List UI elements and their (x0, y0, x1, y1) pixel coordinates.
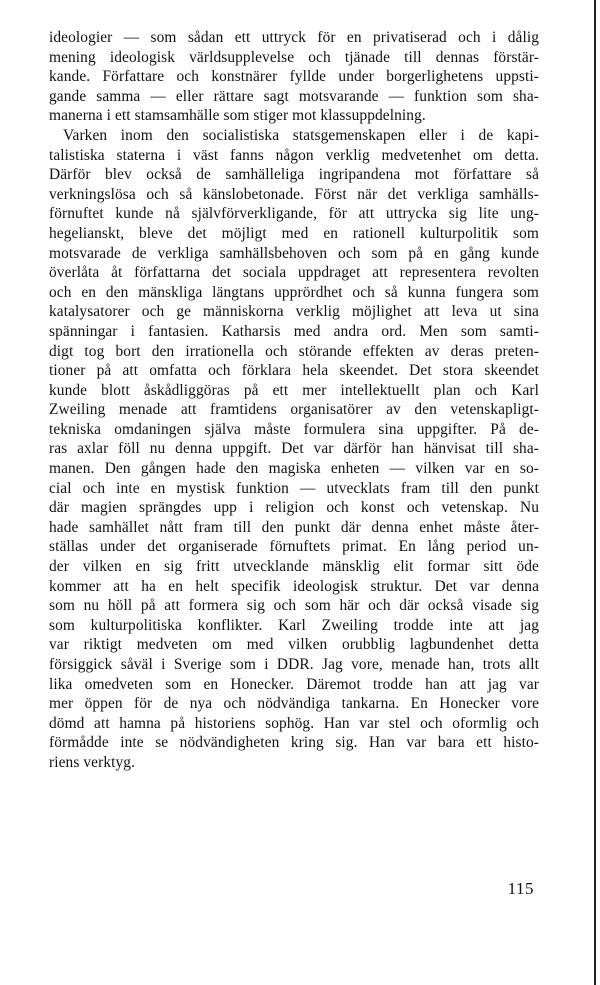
text-line: som nu höll på att formera sig och som här och där också visade sig (49, 597, 539, 615)
text-line: försiggick såväl i Sverige som i DDR. Jag vore, menade han, trots allt (49, 656, 539, 673)
text-line: förmådde inte se nödvändigheten kring sig. Han var bara ett histo- (49, 734, 539, 752)
text-line: talistiska staterna i väst fanns någon verklig medvetenhet om detta. (49, 146, 539, 164)
text-line: Därför blev också de samhälleliga ingripandena mot författare så (49, 166, 539, 184)
page-edge-line (594, 0, 596, 985)
text-line: hegelianskt, bleve det möjligt med en rationell kulturpolitik som (49, 224, 539, 242)
text-line: kande. Författare och konstnärer fyllde under borgerlighetens uppsti- (49, 68, 539, 86)
text-line: överlåta åt författarna det sociala uppdraget att representera revolten (49, 264, 539, 282)
text-line: lika omedveten som en Honecker. Däremot trodde han att jag var (49, 675, 539, 693)
text-line: spänningar i fantasien. Katharsis med andra ord. Men som samti- (49, 322, 539, 340)
text-line: riens verktyg. (49, 753, 136, 771)
text-line: och en den mänskliga längtans upprördhet och så kunna fungera som (49, 283, 539, 301)
text-line: manen. Den gången hade den magiska enheten — vilken var en so- (49, 460, 539, 478)
paragraph (49, 28, 539, 126)
text-line: var riktigt medveten om med vilken orubblig lagbundenhet detta (49, 636, 539, 654)
text-line: manerna i ett stamsamhälle som stiger mot klassuppdelning. (49, 107, 426, 125)
text-line: där magien sprängdes upp i religion och konst och vetenskap. Nu (49, 499, 539, 517)
page-number: 115 (507, 879, 534, 898)
text-line: cial och inte en mystisk funktion — utvecklats fram till den punkt (49, 479, 539, 497)
text-line: ideologier — som sådan ett uttryck för en privatiserad och i dålig (49, 29, 539, 46)
text-line: digt tog bort den irrationella och störande effekten av deras preten- (49, 342, 539, 360)
text-line: ställas under det organiserade förnuftets primat. En lång period un- (49, 538, 539, 556)
text-line: hade samhället nått fram till den punkt där denna enhet måste åter- (49, 518, 539, 536)
text-line: kunde blott åskådliggöras på ett mer intellektuellt plan och Karl (49, 381, 539, 399)
text-line: verkningslösa och så känslobetonade. Först när det verkliga samhälls- (49, 185, 539, 203)
text-line: gande samma — eller rättare sagt motsvarande — funktion som sha- (49, 87, 539, 105)
text-line: kommer att ha en helt specifik ideologisk struktur. Det var denna (49, 577, 539, 595)
text-line: ras axlar föll nu denna uppgift. Det var därför han hänvisat till sha- (49, 440, 539, 458)
text-line: Zweiling menade att framtidens organisatörer av den vetenskapligt- (49, 401, 539, 419)
book-page (49, 28, 539, 773)
text-line: mening ideologisk världsupplevelse och tjänade till dennas förstär- (49, 48, 539, 66)
body-text (49, 28, 539, 773)
text-line: förnuftet kunde nå självförverkligande, för att uttrycka sig lite ung- (49, 205, 539, 223)
text-line: tioner på att omfatta och förklara hela skeendet. Det stora skeendet (49, 362, 539, 380)
text-line: katalysatorer och ge människorna verklig möjlighet att leva ut sina (49, 303, 539, 321)
text-line: som kulturpolitiska konflikter. Karl Zweiling trodde inte att jag (49, 616, 539, 634)
text-line: der vilken en sig fritt utvecklande mänsklig elit formar sitt öde (49, 558, 539, 576)
paragraph (49, 126, 539, 773)
text-line: tekniska omdaningen själva måste formulera sina uppgifter. På de- (49, 420, 539, 438)
text-line: Varken inom den socialistiska statsgemenskapen eller i de kapi- (63, 126, 539, 144)
text-line: dömd att hamna på historiens sophög. Han var stel och oformlig och (49, 714, 539, 732)
text-line: motsvarade de verkliga samhällsbehoven och som på en gång kunde (49, 244, 539, 262)
text-line: mer öppen för de nya och nödvändiga tankarna. En Honecker vore (49, 695, 539, 713)
